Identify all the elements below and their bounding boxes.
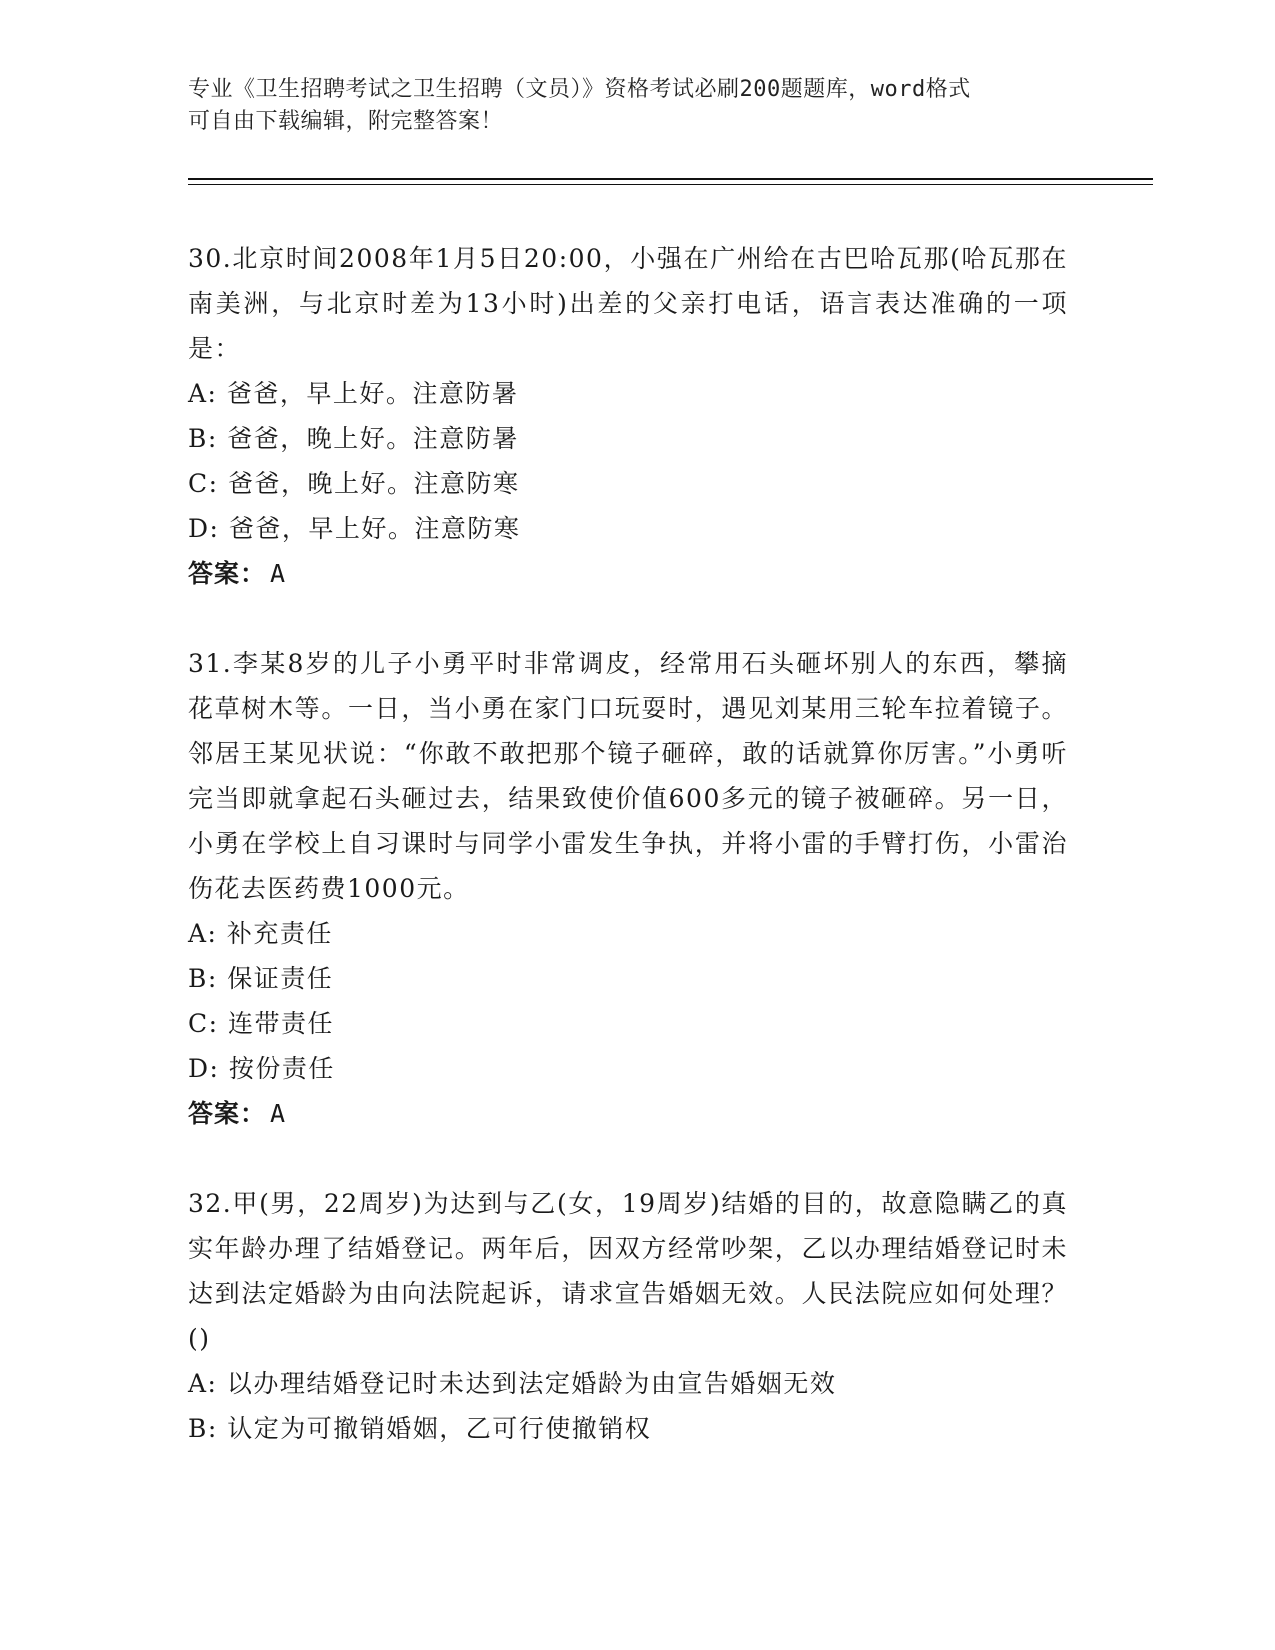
option-b: B: 保证责任 <box>188 964 334 993</box>
option-d: D: 按份责任 <box>188 1054 335 1083</box>
option-b: B: 认定为可撤销婚姻，乙可行使撤销权 <box>188 1414 652 1443</box>
answer-line <box>188 1091 1068 1136</box>
option-c: C: 连带责任 <box>188 1009 334 1038</box>
question-text: 31.李某8岁的儿子小勇平时非常调皮，经常用石头砸坏别人的东西，攀摘花草树木等。一日，当小勇在家门口玩耍时，遇见刘某用三轮车拉着镜子。邻居王某见状说：“你敢不敢把那个镜子砸碎，敢的话就算你厉害。”小勇听完当即就拿起石头砸过去，结果致使价值600多元的镜子被砸碎。另一日，小勇在学校上自习课时与同学小雷发生争执，并将小雷的手臂打伤，小雷治伤花去医药费1000元。 <box>188 649 1068 903</box>
question-list <box>188 236 1068 1496</box>
header-divider-thin <box>188 184 1153 185</box>
answer-label: 答案： <box>188 559 267 588</box>
option-b: B: 爸爸，晚上好。注意防暑 <box>188 424 519 453</box>
question-31 <box>188 641 1068 1136</box>
option-a: A: 爸爸，早上好。注意防暑 <box>188 379 519 408</box>
question-text: 30.北京时间2008年1月5日20:00，小强在广州给在古巴哈瓦那(哈瓦那在南美洲，与北京时差为13小时)出差的父亲打电话，语言表达准确的一项是： <box>188 244 1068 363</box>
header-line-2: 可自由下载编辑，附完整答案！ <box>188 109 504 134</box>
document-header <box>188 74 1068 138</box>
option-a: A: 以办理结婚登记时未达到法定婚龄为由宣告婚姻无效 <box>188 1369 837 1398</box>
answer-value: A <box>270 559 287 588</box>
answer-line <box>188 551 1068 596</box>
answer-label: 答案： <box>188 1099 267 1128</box>
answer-value: A <box>270 1099 287 1128</box>
option-a: A: 补充责任 <box>188 919 333 948</box>
header-divider-thick <box>188 178 1153 180</box>
question-30 <box>188 236 1068 596</box>
question-text: 32.甲(男，22周岁)为达到与乙(女，19周岁)结婚的目的，故意隐瞒乙的真实年龄办理了结婚登记。两年后，因双方经常吵架，乙以办理结婚登记时未达到法定婚龄为由向法院起诉，请求宣告婚姻无效。人民法院应如何处理？() <box>188 1189 1068 1353</box>
option-d: D: 爸爸，早上好。注意防寒 <box>188 514 521 543</box>
header-line-1: 专业《卫生招聘考试之卫生招聘（文员）》资格考试必刷200题题库，word格式 <box>188 77 971 102</box>
question-32 <box>188 1181 1068 1451</box>
option-c: C: 爸爸，晚上好。注意防寒 <box>188 469 520 498</box>
